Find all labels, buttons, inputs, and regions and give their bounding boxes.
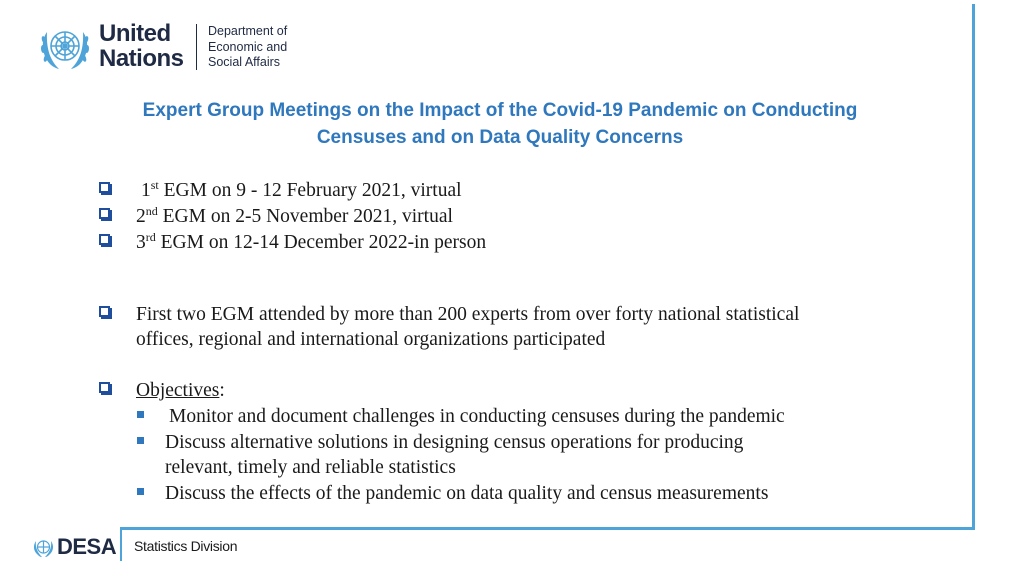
meeting-text: EGM on 9 - 12 February 2021, virtual [158, 180, 462, 201]
square-bullet-icon [137, 411, 144, 418]
meeting-ordinal-suffix: nd [145, 204, 158, 218]
checkbox-bullet-icon [99, 382, 110, 393]
division-label: Statistics Division [134, 538, 238, 554]
objective-item-3: Discuss the effects of the pandemic on data quality and census measurements [165, 483, 769, 504]
objective-item-2-line2: relevant, timely and reliable statistics [165, 457, 456, 478]
objective-item-2-line1: Discuss alternative solutions in designing census operations for producing [165, 432, 744, 453]
meeting-text: EGM on 2-5 November 2021, virtual [157, 206, 453, 227]
meeting-ordinal-suffix: rd [145, 230, 156, 244]
un-wordmark [99, 21, 184, 71]
objective-item-1: Monitor and document challenges in conducting censuses during the pandemic [169, 406, 785, 427]
checkbox-bullet-icon [99, 182, 110, 193]
checkbox-bullet-icon [99, 208, 110, 219]
desa-wordmark: DESA [57, 534, 117, 559]
department-line2: Economic and [208, 39, 288, 54]
meeting-number: 1 [141, 180, 151, 201]
page-title-line1: Expert Group Meetings on the Impact of the Covid-19 Pandemic on Conducting [142, 100, 858, 121]
meeting-item-1 [141, 179, 462, 203]
meeting-ordinal-suffix: st [150, 178, 159, 192]
footer-divider-line [120, 527, 122, 561]
department-line3: Social Affairs [208, 55, 281, 69]
un-emblem-icon [38, 22, 92, 72]
frame-bottom-line [122, 527, 975, 530]
header-divider [196, 24, 197, 70]
objectives-colon: : [219, 380, 225, 401]
un-wordmark-line2: Nations [99, 45, 184, 72]
attendance-line2: offices, regional and international organizations participated [136, 329, 606, 350]
meeting-item-3 [136, 231, 486, 255]
objectives-heading [136, 379, 225, 403]
attendance-line1: First two EGM attended by more than 200 experts from over forty national statistical [136, 304, 800, 325]
meeting-number: 2 [136, 206, 146, 227]
checkbox-bullet-icon [99, 234, 110, 245]
square-bullet-icon [137, 488, 144, 495]
department-line1: Department of [208, 24, 288, 38]
un-emblem-small-icon [33, 537, 54, 558]
meeting-item-2 [136, 205, 453, 229]
department-name [208, 24, 287, 71]
un-wordmark-line1: United [99, 20, 171, 47]
meeting-text: EGM on 12-14 December 2022-in person [155, 232, 487, 253]
square-bullet-icon [137, 437, 144, 444]
page-title [30, 97, 970, 151]
meeting-number: 3 [136, 232, 146, 253]
page-title-line2: Censuses and on Data Quality Concerns [316, 127, 684, 148]
checkbox-bullet-icon [99, 306, 110, 317]
objectives-heading-text: Objectives [136, 380, 220, 401]
frame-right-line [972, 4, 975, 530]
